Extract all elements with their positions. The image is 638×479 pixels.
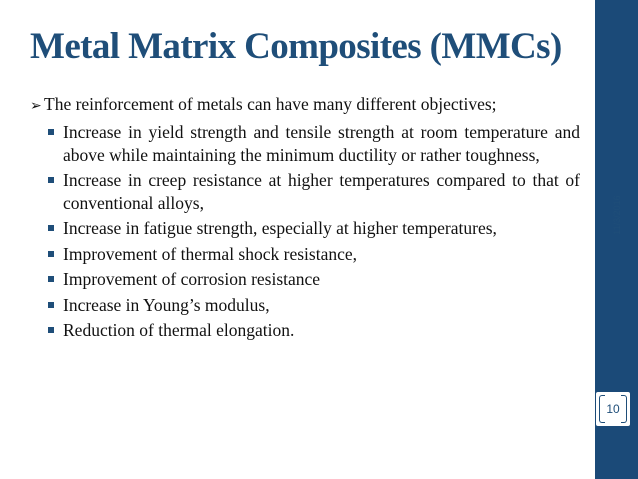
- lead-text: The reinforcement of metals can have many different objectives;: [44, 94, 497, 114]
- square-bullet-icon: [48, 302, 54, 308]
- list-item: [48, 217, 580, 240]
- list-item-text: Increase in creep resistance at higher temperatures compared to that of conventional alloys,: [63, 170, 580, 213]
- list-item-text: Improvement of corrosion resistance: [63, 269, 321, 289]
- square-bullet-icon: [48, 251, 54, 257]
- slide-title: Metal Matrix Composites (MMCs): [30, 26, 562, 67]
- list-item-text: Reduction of thermal elongation.: [63, 320, 295, 340]
- slide-date-text: 11/3/2016: [612, 195, 622, 235]
- square-bullet-icon: [48, 276, 54, 282]
- square-bullet-icon: [48, 177, 54, 183]
- objectives-list: [30, 121, 580, 342]
- square-bullet-icon: [48, 225, 54, 231]
- list-item: [48, 121, 580, 166]
- list-item-text: Increase in Young’s modulus,: [63, 294, 270, 315]
- page-number-badge: [596, 392, 630, 426]
- square-bullet-icon: [48, 327, 54, 333]
- slide-date: [604, 185, 630, 245]
- list-item: [48, 294, 580, 317]
- list-item: [48, 243, 580, 266]
- list-item-text: Increase in yield strength and tensile strength at room temperature and above while maintaining the minimum ductility or rather toughness,: [63, 122, 580, 165]
- list-item-text: Improvement of thermal shock resistance,: [63, 243, 357, 264]
- list-item: [48, 169, 580, 214]
- list-item-text: Increase in fatigue strength, especially at higher temperatures,: [63, 218, 497, 238]
- square-bullet-icon: [48, 129, 54, 135]
- list-item: [48, 319, 580, 342]
- slide-body: [30, 93, 580, 345]
- arrow-bullet-icon: ➢: [30, 98, 42, 114]
- lead-bullet: [30, 93, 580, 117]
- list-item: [48, 268, 580, 291]
- page-number: 10: [606, 402, 620, 416]
